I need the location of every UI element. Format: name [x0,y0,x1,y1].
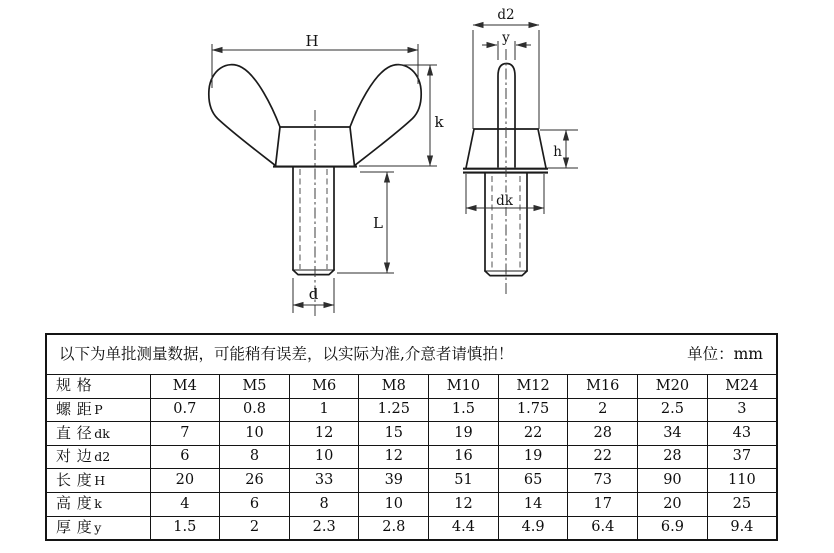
note-row [46,334,777,375]
spec-cell: 25 [707,492,777,516]
spec-cell: 26 [220,469,290,493]
spec-cell: 2 [568,398,638,422]
label-H: H [305,32,319,50]
row-label: 直 径 dk [46,422,150,446]
spec-cell: 28 [638,445,708,469]
spec-cell: 1.5 [150,516,220,540]
spec-cell: 51 [429,469,499,493]
spec-row [46,469,777,493]
spec-cell: 2 [220,516,290,540]
spec-cell: 7 [150,422,220,446]
label-L: L [373,214,383,232]
shaft-outline [293,168,334,271]
spec-cell: 14 [498,492,568,516]
row-label: 螺 距 P [46,398,150,422]
thread-lines [300,169,327,269]
label-h: h [553,144,562,160]
label-dk: dk [496,193,513,209]
spec-cell: 22 [498,422,568,446]
spec-cell: 43 [707,422,777,446]
unit-label: 单位：mm [687,345,763,364]
spec-cell: M6 [289,375,359,399]
spec-header-row [46,375,777,399]
left-wing-outline [209,65,280,166]
spec-cell: M5 [220,375,290,399]
spec-cell: 12 [359,445,429,469]
spec-cell: 16 [429,445,499,469]
note-text: 以下为单批测量数据，可能稍有误差，以实际为准,介意者请慎拍！ [59,345,514,364]
spec-cell: 20 [638,492,708,516]
spec-cell: M4 [150,375,220,399]
spec-cell: 22 [568,445,638,469]
right-wing-outline [350,65,421,166]
shaft-bottom-edge [293,270,334,275]
spec-cell: 10 [289,445,359,469]
spec-cell: 15 [359,422,429,446]
spec-cell: 110 [707,469,777,493]
k-extension-lines [359,65,437,166]
spec-cell: M20 [638,375,708,399]
spec-cell: 2.8 [359,516,429,540]
spec-cell: 19 [498,445,568,469]
spec-cell: 6.9 [638,516,708,540]
spec-cell: 0.8 [220,398,290,422]
spec-cell: 20 [150,469,220,493]
spec-cell: 8 [220,445,290,469]
spec-row [46,516,777,540]
spec-cell: 65 [498,469,568,493]
spec-cell: M24 [707,375,777,399]
spec-cell: 4 [150,492,220,516]
spec-cell: 1.5 [429,398,499,422]
spec-cell: 33 [289,469,359,493]
side-view [463,7,578,296]
row-label: 高 度 k [46,492,150,516]
row-label: 对 边 d2 [46,445,150,469]
spec-cell: 10 [220,422,290,446]
spec-cell: 2.5 [638,398,708,422]
spec-row [46,398,777,422]
spec-cell: 10 [359,492,429,516]
spec-cell: 34 [638,422,708,446]
spec-cell: 73 [568,469,638,493]
spec-cell: 2.3 [289,516,359,540]
spec-row [46,422,777,446]
L-extension-lines [337,172,394,273]
spec-cell: 9.4 [707,516,777,540]
spec-cell: 4.4 [429,516,499,540]
spec-cell: 6.4 [568,516,638,540]
spec-row [46,492,777,516]
label-d2: d2 [497,7,515,23]
spec-cell: 6 [150,445,220,469]
spec-table [45,333,778,541]
H-extension-lines [212,44,418,88]
spec-cell: M12 [498,375,568,399]
spec-cell: 1 [289,398,359,422]
spec-cell: 17 [568,492,638,516]
front-view [209,32,445,318]
spec-cell: 39 [359,469,429,493]
spec-cell: 3 [707,398,777,422]
spec-cell: 4.9 [498,516,568,540]
spec-cell: 12 [289,422,359,446]
spec-cell: 8 [289,492,359,516]
spec-cell: 0.7 [150,398,220,422]
spec-cell: M16 [568,375,638,399]
note-cell [46,334,777,375]
row-label: 长 度 H [46,469,150,493]
spec-cell: 6 [220,492,290,516]
spec-cell: 28 [568,422,638,446]
spec-cell: 19 [429,422,499,446]
spec-cell: M10 [429,375,499,399]
label-y: y [502,30,510,46]
label-k: k [434,113,444,131]
spec-cell: 1.75 [498,398,568,422]
spec-cell: 37 [707,445,777,469]
spec-cell: 12 [429,492,499,516]
spec-cell: 1.25 [359,398,429,422]
spec-row [46,445,777,469]
row-label: 规 格 [46,375,150,399]
spec-cell: 90 [638,469,708,493]
row-label: 厚 度 y [46,516,150,540]
spec-cell: M8 [359,375,429,399]
label-d: d [308,285,319,303]
